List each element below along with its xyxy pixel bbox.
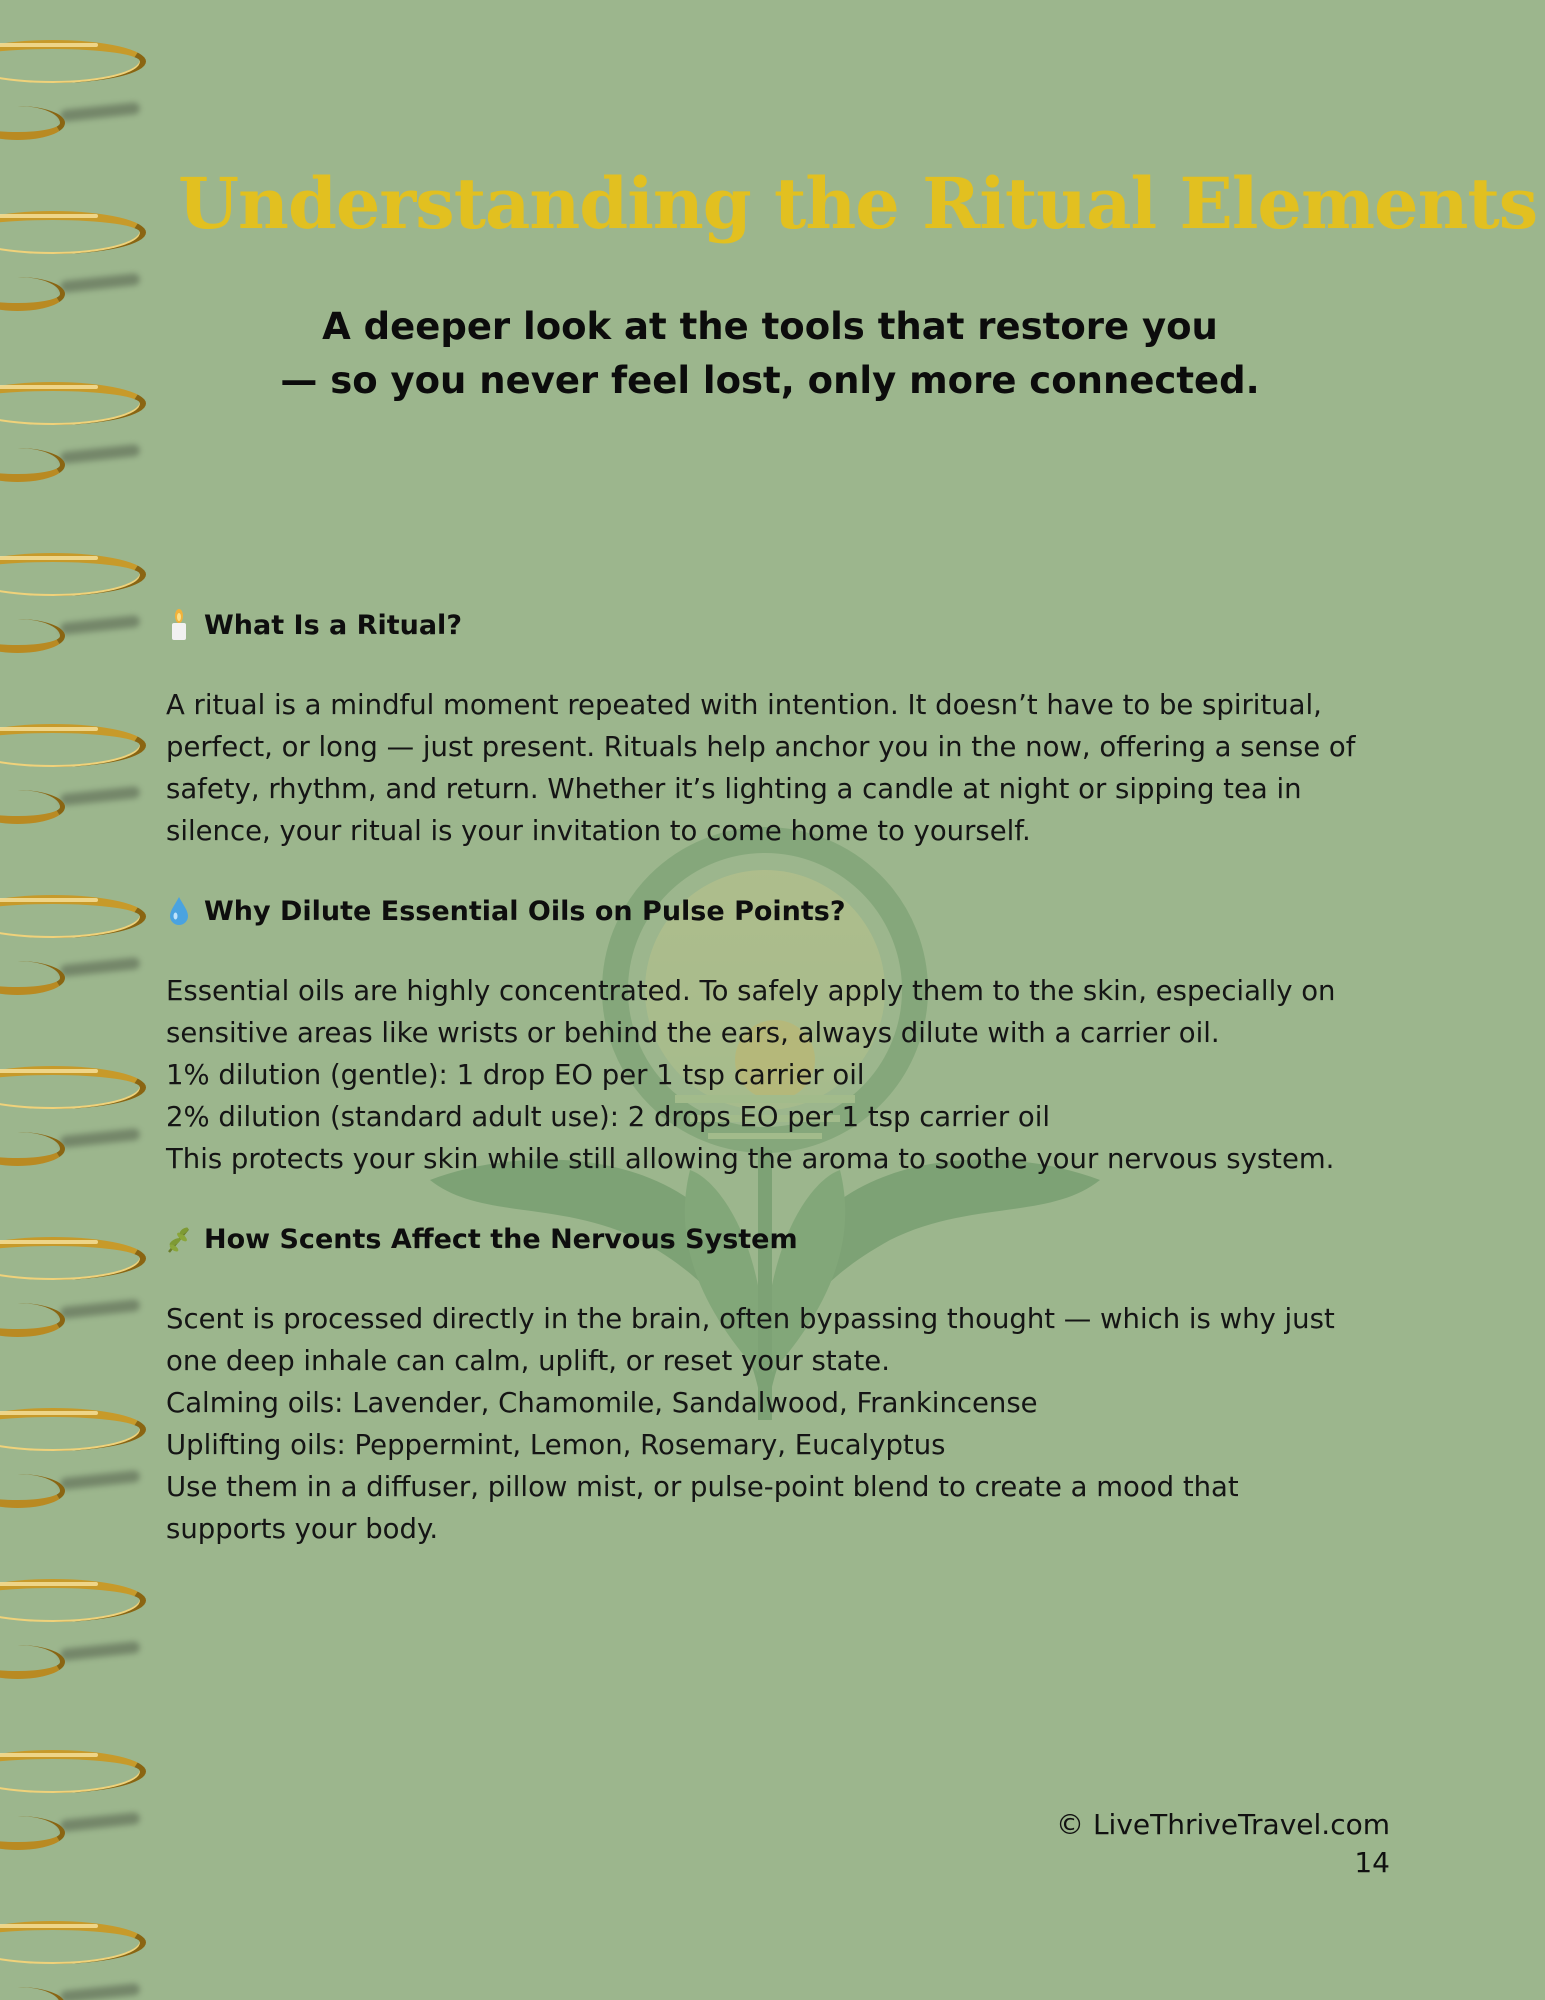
text-line: 2% dilution (standard adult use): 2 drops EO per 1 tsp carrier oil <box>166 1101 1051 1133</box>
page-title: Understanding the Ritual Elements <box>178 162 1538 245</box>
text-line: Calming oils: Lavender, Chamomile, Sandalwood, Frankincense <box>166 1387 1038 1419</box>
binding-ring <box>0 1915 140 2000</box>
subtitle-line: A deeper look at the tools that restore you <box>322 305 1218 348</box>
text-line: one deep inhale can calm, uplift, or reset your state. <box>166 1345 890 1377</box>
binding-ring <box>0 1744 140 1854</box>
binding-ring <box>0 1060 140 1170</box>
text-line: Essential oils are highly concentrated. To safely apply them to the skin, especially on <box>166 975 1336 1007</box>
binding-ring <box>0 34 140 144</box>
subtitle-line: — so you never feel lost, only more connected. <box>280 359 1260 402</box>
page-subtitle <box>220 300 1320 408</box>
text-line: Use them in a diffuser, pillow mist, or pulse-point blend to create a mood that <box>166 1471 1239 1503</box>
binding-ring <box>0 1573 140 1683</box>
text-line: perfect, or long — just present. Rituals help anchor you in the now, offering a sense of <box>166 731 1356 763</box>
section-paragraph <box>166 684 1406 852</box>
section-paragraph <box>166 970 1406 1180</box>
text-line: silence, your ritual is your invitation to come home to yourself. <box>166 815 1031 847</box>
section-paragraph <box>166 1298 1406 1550</box>
section-heading-text: Why Dilute Essential Oils on Pulse Points? <box>204 895 846 927</box>
text-line: A ritual is a mindful moment repeated with intention. It doesn’t have to be spiritual, <box>166 689 1322 721</box>
section-heading-text: What Is a Ritual? <box>204 609 462 641</box>
page-number: 14 <box>1354 1846 1390 1879</box>
text-line: This protects your skin while still allowing the aroma to soothe your nervous system. <box>166 1143 1335 1175</box>
binding-ring <box>0 547 140 657</box>
text-line: sensitive areas like wrists or behind the ears, always dilute with a carrier oil. <box>166 1017 1220 1049</box>
text-line: 1% dilution (gentle): 1 drop EO per 1 tsp carrier oil <box>166 1059 865 1091</box>
binding-ring <box>0 889 140 999</box>
binding-ring <box>0 1231 140 1341</box>
text-line: safety, rhythm, and return. Whether it’s lighting a candle at night or sipping tea in <box>166 773 1302 805</box>
section-heading-scents <box>166 1218 1406 1260</box>
text-line: Scent is processed directly in the brain, often bypassing thought — which is why just <box>166 1303 1335 1335</box>
content-body <box>166 604 1406 1588</box>
candle-icon <box>166 609 192 641</box>
text-line: supports your body. <box>166 1513 439 1545</box>
spiral-binding <box>0 0 150 2000</box>
binding-ring <box>0 1402 140 1512</box>
text-line: Uplifting oils: Peppermint, Lemon, Rosemary, Eucalyptus <box>166 1429 946 1461</box>
footer-copyright: © LiveThriveTravel.com <box>1056 1808 1390 1841</box>
section-heading-dilution <box>166 890 1406 932</box>
section-heading-ritual <box>166 604 1406 646</box>
binding-ring <box>0 718 140 828</box>
binding-ring <box>0 205 140 315</box>
section-heading-text: How Scents Affect the Nervous System <box>204 1223 798 1255</box>
droplet-icon <box>166 895 192 927</box>
binding-ring <box>0 376 140 486</box>
herb-icon <box>166 1223 192 1255</box>
